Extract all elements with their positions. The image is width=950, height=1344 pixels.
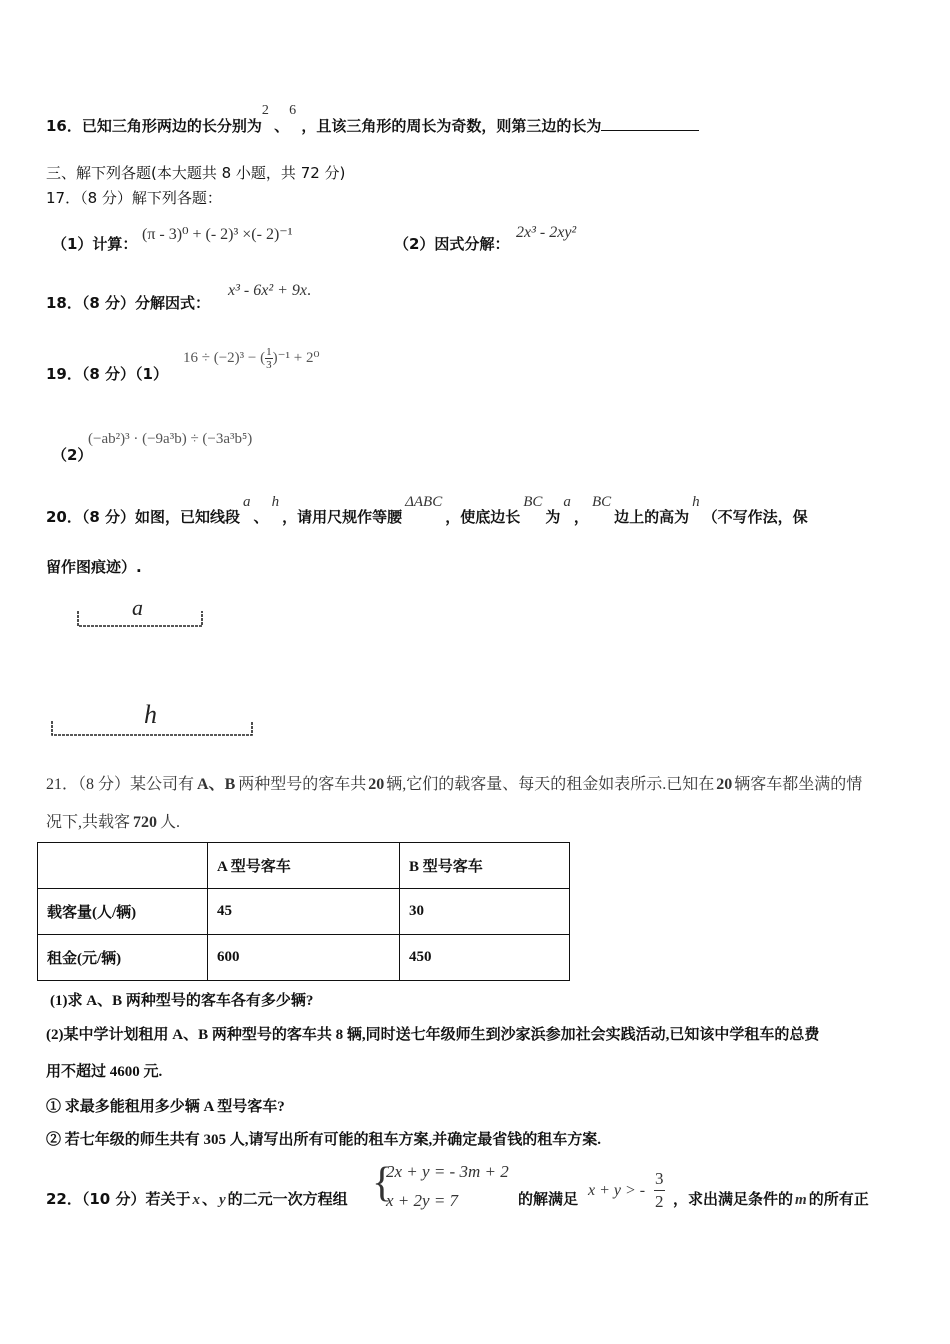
table-header-row — [38, 843, 570, 889]
q22-stem-a: 22．（10 分）若关于 — [46, 1190, 191, 1208]
q18-expression — [228, 282, 311, 300]
q16-answer-blank[interactable] — [601, 116, 699, 131]
q16-value-1: 2 — [261, 103, 269, 118]
q20-stem-d: 为 — [545, 508, 561, 526]
q22-var-y: y — [219, 1192, 226, 1208]
segment-h-label: h — [144, 700, 157, 729]
q21-ab: A、B — [197, 776, 236, 793]
q19-stem: 19．（8 分）（1） — [46, 365, 168, 383]
q20-stem-e: 边上的高为 — [614, 508, 690, 526]
q20-stem-a: 20．（8 分）如图，已知线段 — [46, 508, 241, 526]
q18-expression-text: x³ - 6x² + 9x — [228, 282, 308, 299]
table-cell: 600 — [208, 935, 400, 981]
q20-line1 — [46, 494, 808, 527]
q22-system-brace: { — [372, 1160, 393, 1206]
table-cell: 租金(元/辆) — [38, 935, 208, 981]
q22-equation-2: x + 2y = 7 — [386, 1191, 459, 1210]
table-cell: 载客量(人/辆) — [38, 889, 208, 935]
q18-period: . — [307, 282, 312, 299]
q19-part2-label: （2） — [52, 446, 93, 464]
q21-line1-d: 辆客车都坐满的情 — [734, 776, 863, 793]
q20-stem-f: （不写作法，保 — [702, 508, 808, 526]
q20-segment-figure — [40, 595, 340, 745]
q21-sub2-line1: (2)某中学计划租用 A、B 两种型号的客车共 8 辆,同时送七年级师生到沙家浜参加社会实践活动,已知该中学租车的总费 — [46, 1027, 820, 1043]
q20-stem-c: ，使底边长 — [445, 508, 521, 526]
q19-part1-expression — [183, 346, 320, 371]
q22-equation-1: 2x + y = - 3m + 2 — [386, 1162, 509, 1181]
segment-a-label: a — [132, 595, 143, 620]
table-cell: 45 — [208, 889, 400, 935]
table-header-cell: B 型号客车 — [400, 843, 570, 889]
q17-part1-label: （1）计算： — [52, 235, 138, 253]
q19-part1-expr-a: 16 ÷ (−2)³ − ( — [183, 349, 266, 366]
q16-text-a: 16．已知三角形两边的长分别为 — [46, 117, 262, 135]
q17-stem: 17．（8 分）解下列各题： — [46, 189, 222, 207]
table-header-cell — [38, 843, 208, 889]
q16-sep: 、 — [274, 117, 290, 135]
q21-line1-b: 两种型号的客车共 — [238, 776, 367, 793]
q22-stem-b: 的二元一次方程组 — [227, 1190, 348, 1208]
q22-var-x: x — [192, 1192, 200, 1208]
q21-n20: 20 — [368, 776, 385, 793]
q20-var-h-2: h — [692, 494, 700, 510]
q20-sep: 、 — [253, 508, 269, 526]
q22-frac-numerator: 3 — [654, 1168, 665, 1191]
q17-part2-expression: 2x³ - 2xy² — [516, 224, 577, 241]
q21-line1-c: 辆,它们的载客量、每天的租金如表所示.已知在 — [386, 776, 715, 793]
q20-var-a-2: a — [563, 494, 571, 510]
table-row — [38, 935, 570, 981]
q21-line1-a: 21．（8 分）某公司有 — [46, 776, 195, 793]
q21-sub1: (1)求 A、B 两种型号的客车各有多少辆? — [50, 993, 314, 1009]
q20-stem-b: ，请用尺规作等腰 — [282, 508, 403, 526]
q21-n20b: 20 — [716, 776, 733, 793]
q22-line-b — [518, 1188, 578, 1209]
q20-bc-1: BC — [523, 494, 543, 510]
q21-line2-a: 况下,共载客 — [46, 814, 131, 831]
q20-var-a: a — [243, 494, 251, 510]
q18-stem: 18．（8 分）分解因式： — [46, 294, 211, 312]
q19-part2-expression: (−ab²)³ · (−9a³b) ÷ (−3a³b⁵) — [88, 431, 253, 447]
q16-value-2: 6 — [289, 103, 297, 118]
q22-sep: 、 — [201, 1190, 217, 1208]
q19-frac-denominator: 3 — [266, 359, 272, 371]
q20-var-h: h — [271, 494, 280, 510]
q22-var-m: m — [795, 1192, 807, 1208]
q20-triangle: ΔABC — [405, 494, 443, 510]
q16-line — [46, 103, 699, 136]
table-cell: 30 — [400, 889, 570, 935]
q22-frac-denominator: 2 — [655, 1192, 664, 1211]
q21-line2-b: 人. — [160, 814, 181, 831]
q20-bc-2: BC — [591, 494, 612, 510]
q22-stem-d: ，求出满足条件的 — [673, 1190, 794, 1208]
section-3-heading: 三、解下列各题(本大题共 8 小题，共 72 分) — [46, 164, 346, 182]
q21-rental-table — [37, 842, 570, 981]
q21-n720: 720 — [133, 814, 158, 831]
table-row — [38, 889, 570, 935]
q21-line1 — [46, 771, 862, 794]
q20-comma: ， — [573, 508, 589, 526]
q20-line2: 留作图痕迹）. — [46, 558, 142, 576]
q21-sub2-line2: 用不超过 4600 元. — [46, 1064, 163, 1080]
q21-line2 — [46, 809, 180, 832]
q16-text-b: ，且该三角形的周长为奇数，则第三边的长为 — [301, 117, 602, 135]
table-header-cell: A 型号客车 — [208, 843, 400, 889]
q19-part1-fraction — [265, 346, 273, 371]
q17-part1-expression: (π - 3)⁰ + (- 2)³ ×(- 2)⁻¹ — [142, 226, 293, 243]
table-cell: 450 — [400, 935, 570, 981]
q22-fraction-wrap — [654, 1168, 665, 1213]
q22-inequality: x + y > - — [588, 1182, 646, 1199]
q19-part1-expr-b: )⁻¹ + 2⁰ — [272, 349, 320, 366]
q22-line — [46, 1188, 348, 1209]
q22-stem-c: 的解满足 — [518, 1190, 579, 1208]
q19-frac-numerator: 1 — [266, 346, 272, 358]
q22-line-c — [673, 1188, 869, 1209]
q22-fraction — [654, 1168, 665, 1213]
q17-part2-label: （2）因式分解： — [394, 235, 510, 253]
q22-stem-e: 的所有正 — [808, 1190, 869, 1208]
q21-sub2-i: ① 求最多能租用多少辆 A 型号客车? — [46, 1099, 285, 1115]
q21-sub2-ii: ② 若七年级的师生共有 305 人,请写出所有可能的租车方案,并确定最省钱的租车方案. — [46, 1132, 602, 1148]
